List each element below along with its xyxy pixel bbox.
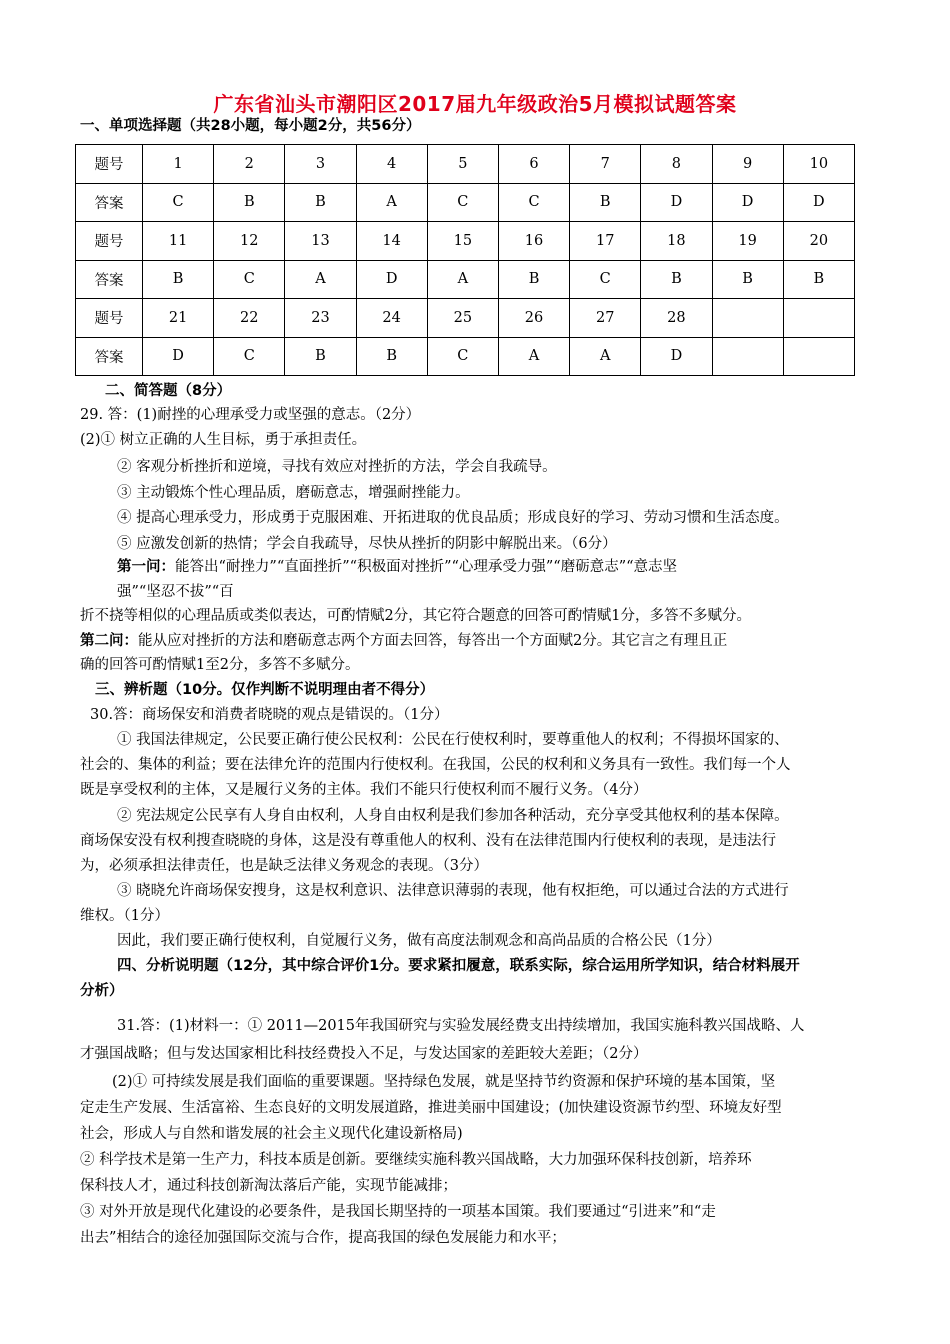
q31-line-1: 31.答：(1)材料一：① 2011—2015年我国研究与实验发展经费支出持续增加，我国实施科教兴国战略、人 — [117, 1018, 805, 1034]
question-number-cell: 15 — [427, 222, 498, 261]
section2-heading: 二、简答题（8分） — [105, 383, 232, 399]
question-number-cell: 8 — [641, 145, 712, 184]
question-number-cell: 10 — [783, 145, 854, 184]
q30-line-10: 因此，我们要正确行使权利，自觉履行义务，做有高度法制观念和高尚品质的合格公民（1分） — [117, 933, 721, 949]
q29-scoring-2-cont: 确的回答可酌情赋1至2分，多答不多赋分。 — [80, 657, 360, 673]
page-title: 广东省汕头市潮阳区2017届九年级政治5月模拟试题答案 — [213, 92, 737, 116]
table-row — [76, 337, 855, 376]
table-row — [76, 299, 855, 338]
question-number-cell: 25 — [427, 299, 498, 338]
table-row — [76, 183, 855, 222]
section1-heading: 一、单项选择题（共28小题，每小题2分，共56分） — [80, 118, 421, 134]
q30-line-9: 维权。（1分） — [80, 908, 169, 924]
question-number-cell: 12 — [214, 222, 285, 261]
answer-cell: B — [498, 260, 569, 299]
answer-cell: B — [641, 260, 712, 299]
q29-line-4: ③ 主动锻炼个性心理品质，磨砺意志，增强耐挫能力。 — [117, 485, 470, 501]
q31-line-7: 保科技人才，通过科技创新淘汰落后产能，实现节能减排； — [80, 1178, 457, 1194]
answer-cell: A — [570, 337, 641, 376]
q31-line-3: (2)① 可持续发展是我们面临的重要课题。坚持绿色发展，就是坚持节约资源和保护环境的基本国策，坚 — [112, 1074, 776, 1090]
q1-label: 第一问： — [117, 559, 175, 575]
q30-line-8: ③ 晓晓允许商场保安搜身，这是权利意识、法律意识薄弱的表现，他有权拒绝，可以通过合法的方式进行 — [117, 883, 789, 899]
answer-cell: C — [427, 337, 498, 376]
q29-scoring-2 — [80, 631, 727, 651]
q30-line-1: 30.答：商场保安和消费者晓晓的观点是错误的。（1分） — [90, 707, 449, 723]
answer-cell: C — [143, 183, 214, 222]
q29-line-1: 29. 答：(1)耐挫的心理承受力或坚强的意志。（2分） — [80, 407, 421, 423]
answer-cell: C — [214, 260, 285, 299]
question-number-cell: 22 — [214, 299, 285, 338]
section3-heading: 三、辨析题（10分。仅作判断不说明理由者不得分） — [95, 682, 435, 698]
q30-line-7: 为，必须承担法律责任，也是缺乏法律义务观念的表现。（3分） — [80, 858, 488, 874]
q30-line-3: 社会的、集体的利益；要在法律允许的范围内行使权利。在我国，公民的权利和义务具有一致性。我们每一个人 — [80, 757, 791, 773]
answer-cell: C — [214, 337, 285, 376]
question-number-cell: 26 — [498, 299, 569, 338]
q30-line-2: ① 我国法律规定，公民要正确行使公民权利：公民在行使权利时，要尊重他人的权利；不得损坏国家的、 — [117, 732, 789, 748]
table-row — [76, 145, 855, 184]
question-number-cell: 2 — [214, 145, 285, 184]
row-label-answer: 答案 — [76, 337, 143, 376]
table-row — [76, 222, 855, 261]
answer-cell: C — [570, 260, 641, 299]
answer-cell: B — [570, 183, 641, 222]
question-number-cell: 24 — [356, 299, 427, 338]
q30-line-4: 既是享受权利的主体，又是履行义务的主体。我们不能只行使权利而不履行义务。（4分） — [80, 782, 648, 798]
answer-cell: D — [143, 337, 214, 376]
row-label-question-number: 题号 — [76, 222, 143, 261]
answer-cell: C — [498, 183, 569, 222]
answer-cell: D — [641, 337, 712, 376]
q31-line-6: ② 科学技术是第一生产力，科技本质是创新。要继续实施科教兴国战略，大力加强环保科技创新，培养环 — [80, 1152, 752, 1168]
answer-cell: D — [783, 183, 854, 222]
question-number-cell: 21 — [143, 299, 214, 338]
question-number-cell: 5 — [427, 145, 498, 184]
question-number-cell: 18 — [641, 222, 712, 261]
answer-cell: A — [285, 260, 356, 299]
question-number-cell: 4 — [356, 145, 427, 184]
question-number-cell: 17 — [570, 222, 641, 261]
row-label-question-number: 题号 — [76, 145, 143, 184]
q29-scoring-1-cont: 强”“坚忍不拔”“百 — [117, 584, 234, 600]
row-label-answer: 答案 — [76, 183, 143, 222]
q1-text: 能答出“耐挫力”“直面挫折”“积极面对挫折”“心理承受力强”“磨砺意志”“意志坚 — [175, 559, 678, 575]
q29-line-5: ④ 提高心理承受力，形成勇于克服困难、开拓进取的优良品质；形成良好的学习、劳动习惯和生活态度。 — [117, 510, 789, 526]
answer-cell — [712, 337, 783, 376]
answer-cell: B — [214, 183, 285, 222]
answer-cell: B — [285, 337, 356, 376]
question-number-cell: 13 — [285, 222, 356, 261]
q31-line-8: ③ 对外开放是现代化建设的必要条件，是我国长期坚持的一项基本国策。我们要通过“引进来”和“走 — [80, 1204, 716, 1220]
answer-cell: B — [783, 260, 854, 299]
q29-line-3: ② 客观分析挫折和逆境，寻找有效应对挫折的方法，学会自我疏导。 — [117, 459, 557, 475]
answer-cell: D — [712, 183, 783, 222]
q31-line-2: 才强国战略；但与发达国家相比科技经费投入不足，与发达国家的差距较大差距；（2分） — [80, 1046, 648, 1062]
question-number-cell: 19 — [712, 222, 783, 261]
question-number-cell: 28 — [641, 299, 712, 338]
answer-cell: D — [641, 183, 712, 222]
section4-heading: 四、分析说明题（12分，其中综合评价1分。要求紧扣履意，联系实际，综合运用所学知识，结合材料展开 — [117, 958, 800, 974]
table-row — [76, 260, 855, 299]
question-number-cell: 3 — [285, 145, 356, 184]
q31-line-4: 定走生产发展、生活富裕、生态良好的文明发展道路，推进美丽中国建设；(加快建设资源节约型、环境友好型 — [80, 1100, 782, 1116]
question-number-cell: 7 — [570, 145, 641, 184]
q2-label: 第二问： — [80, 633, 138, 649]
answer-cell: C — [427, 183, 498, 222]
question-number-cell: 11 — [143, 222, 214, 261]
answer-table — [75, 144, 855, 376]
row-label-answer: 答案 — [76, 260, 143, 299]
answer-cell: A — [356, 183, 427, 222]
answer-cell: B — [712, 260, 783, 299]
question-number-cell: 14 — [356, 222, 427, 261]
question-number-cell — [712, 299, 783, 338]
q29-scoring-1 — [117, 557, 677, 577]
q31-line-9: 出去”相结合的途径加强国际交流与合作，提高我国的绿色发展能力和水平； — [80, 1230, 566, 1246]
question-number-cell: 20 — [783, 222, 854, 261]
section4-heading-cont: 分析） — [80, 983, 124, 999]
row-label-question-number: 题号 — [76, 299, 143, 338]
question-number-cell: 1 — [143, 145, 214, 184]
answer-cell — [783, 337, 854, 376]
q2-text: 能从应对挫折的方法和磨砺意志两个方面去回答，每答出一个方面赋2分。其它言之有理且正 — [138, 633, 728, 649]
answer-cell: D — [356, 260, 427, 299]
question-number-cell: 16 — [498, 222, 569, 261]
q29-line-2: (2)① 树立正确的人生目标，勇于承担责任。 — [80, 432, 367, 448]
q30-line-6: 商场保安没有权利搜查晓晓的身体，这是没有尊重他人的权利、没有在法律范围内行使权利的表现，是违法行 — [80, 833, 776, 849]
q31-line-5: 社会，形成人与自然和谐发展的社会主义现代化建设新格局) — [80, 1126, 463, 1142]
q29-line-6: ⑤ 应激发创新的热情；学会自我疏导，尽快从挫折的阴影中解脱出来。（6分） — [117, 536, 617, 552]
q30-line-5: ② 宪法规定公民享有人身自由权利，人身自由权利是我们参加各种活动，充分享受其他权利的基本保障。 — [117, 808, 789, 824]
answer-cell: B — [356, 337, 427, 376]
answer-cell: A — [498, 337, 569, 376]
question-number-cell: 9 — [712, 145, 783, 184]
question-number-cell: 27 — [570, 299, 641, 338]
question-number-cell: 6 — [498, 145, 569, 184]
answer-cell: B — [285, 183, 356, 222]
answer-cell: A — [427, 260, 498, 299]
answer-cell: B — [143, 260, 214, 299]
question-number-cell: 23 — [285, 299, 356, 338]
question-number-cell — [783, 299, 854, 338]
q29-scoring-1-cont2: 折不挠等相似的心理品质或类似表达，可酌情赋2分，其它符合题意的回答可酌情赋1分，多答不多赋分。 — [80, 608, 751, 624]
